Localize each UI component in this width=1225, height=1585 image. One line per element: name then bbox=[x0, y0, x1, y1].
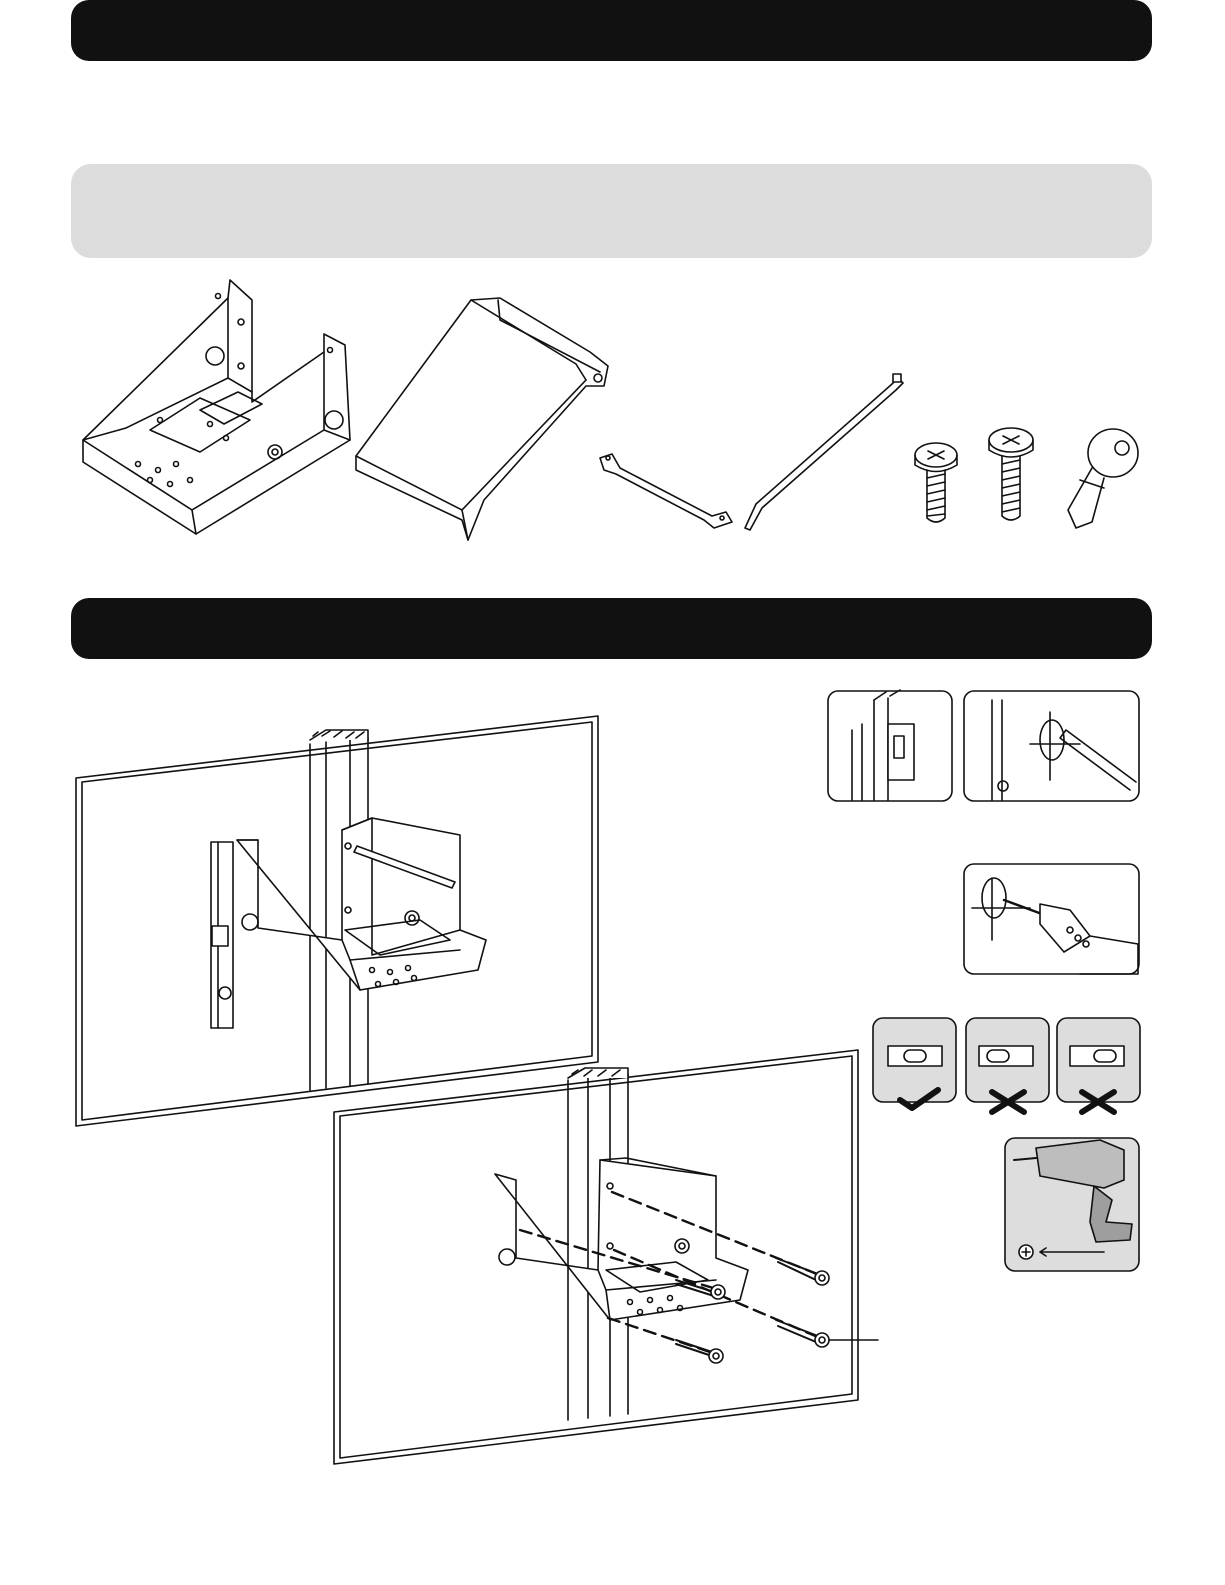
cable-tie-part bbox=[745, 374, 903, 530]
spirit-level-tool bbox=[211, 842, 233, 1028]
wall-panel-lower bbox=[334, 1050, 858, 1464]
short-screw-part bbox=[915, 443, 957, 522]
retaining-strap-part bbox=[600, 454, 732, 528]
long-screw-part bbox=[989, 428, 1033, 520]
level-ok-panel bbox=[873, 1018, 956, 1108]
wall-panel-upper bbox=[76, 716, 598, 1126]
detail-drill-pilot bbox=[964, 864, 1139, 974]
detail-find-stud bbox=[828, 690, 952, 801]
detail-mark-hole bbox=[964, 691, 1139, 801]
shelf-bracket-part bbox=[83, 280, 350, 534]
power-drill-panel bbox=[1005, 1138, 1139, 1271]
shelf-cover-part bbox=[356, 298, 608, 540]
key-part bbox=[1068, 429, 1138, 528]
level-bad-panel-1 bbox=[966, 1018, 1049, 1112]
level-bad-panel-2 bbox=[1057, 1018, 1140, 1112]
